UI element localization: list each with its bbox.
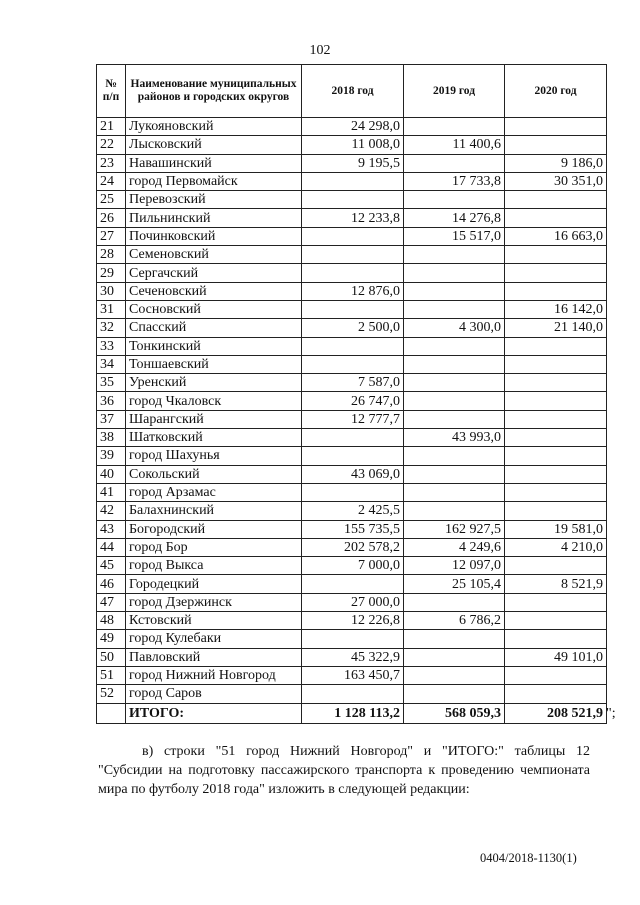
row-number: 51 <box>97 666 126 684</box>
table-row <box>97 136 607 154</box>
row-2018: 163 450,7 <box>302 666 404 684</box>
table-row <box>97 557 607 575</box>
row-2019: 25 105,4 <box>404 575 505 593</box>
row-2019 <box>404 392 505 410</box>
table-row <box>97 154 607 172</box>
row-2020 <box>505 502 607 520</box>
row-2020: 16 663,0 <box>505 227 607 245</box>
row-2019 <box>404 300 505 318</box>
row-name: Пильнинский <box>126 209 302 227</box>
row-name: город Дзержинск <box>126 593 302 611</box>
row-number: 36 <box>97 392 126 410</box>
table-row <box>97 520 607 538</box>
table-row <box>97 355 607 373</box>
row-name: город Первомайск <box>126 172 302 190</box>
row-number: 29 <box>97 264 126 282</box>
row-2020: 19 581,0 <box>505 520 607 538</box>
row-number: 40 <box>97 465 126 483</box>
table-row <box>97 538 607 556</box>
row-2019 <box>404 264 505 282</box>
table-row <box>97 172 607 190</box>
row-name: Починковский <box>126 227 302 245</box>
row-name: Городецкий <box>126 575 302 593</box>
header-2018: 2018 год <box>302 65 404 118</box>
row-number: 27 <box>97 227 126 245</box>
closing-quote: "; <box>606 706 616 721</box>
row-2018 <box>302 630 404 648</box>
row-2018: 26 747,0 <box>302 392 404 410</box>
row-name: город Шахунья <box>126 447 302 465</box>
table-row <box>97 392 607 410</box>
row-2018 <box>302 447 404 465</box>
header-2019: 2019 год <box>404 65 505 118</box>
row-2019 <box>404 648 505 666</box>
row-2020 <box>505 392 607 410</box>
row-name: город Кулебаки <box>126 630 302 648</box>
row-2019 <box>404 355 505 373</box>
row-2019: 4 249,6 <box>404 538 505 556</box>
row-number: 33 <box>97 337 126 355</box>
row-number: 44 <box>97 538 126 556</box>
row-2019 <box>404 447 505 465</box>
row-2020: 16 142,0 <box>505 300 607 318</box>
row-2019: 4 300,0 <box>404 319 505 337</box>
row-number: 32 <box>97 319 126 337</box>
page-number: 102 <box>309 43 331 58</box>
row-2020 <box>505 282 607 300</box>
row-2020 <box>505 355 607 373</box>
row-2019 <box>404 374 505 392</box>
total-num-cell <box>97 703 126 723</box>
row-2018: 11 008,0 <box>302 136 404 154</box>
table-row <box>97 337 607 355</box>
row-2019 <box>404 191 505 209</box>
row-number: 21 <box>97 118 126 136</box>
row-2018: 24 298,0 <box>302 118 404 136</box>
row-2018 <box>302 172 404 190</box>
row-number: 49 <box>97 630 126 648</box>
row-name: город Нижний Новгород <box>126 666 302 684</box>
row-2019 <box>404 630 505 648</box>
table-body <box>97 118 607 704</box>
row-name: город Бор <box>126 538 302 556</box>
total-label: ИТОГО: <box>126 703 302 723</box>
row-2019 <box>404 483 505 501</box>
row-2018 <box>302 227 404 245</box>
row-2020 <box>505 191 607 209</box>
row-2019: 14 276,8 <box>404 209 505 227</box>
row-2020 <box>505 557 607 575</box>
row-name: Лысковский <box>126 136 302 154</box>
row-number: 30 <box>97 282 126 300</box>
row-number: 39 <box>97 447 126 465</box>
table-row <box>97 648 607 666</box>
row-2020: 9 186,0 <box>505 154 607 172</box>
row-2018 <box>302 429 404 447</box>
row-2018: 2 500,0 <box>302 319 404 337</box>
row-2018 <box>302 575 404 593</box>
row-2018: 2 425,5 <box>302 502 404 520</box>
row-2019 <box>404 282 505 300</box>
row-2019 <box>404 118 505 136</box>
header-num: № п/п <box>97 65 126 118</box>
row-name: Тоншаевский <box>126 355 302 373</box>
table-row <box>97 264 607 282</box>
row-2018: 155 735,5 <box>302 520 404 538</box>
row-2019 <box>404 465 505 483</box>
row-2020: 21 140,0 <box>505 319 607 337</box>
row-2020 <box>505 246 607 264</box>
row-name: Перевозский <box>126 191 302 209</box>
row-2018 <box>302 337 404 355</box>
row-number: 31 <box>97 300 126 318</box>
row-name: Сокольский <box>126 465 302 483</box>
total-2019: 568 059,3 <box>404 703 505 723</box>
row-number: 52 <box>97 685 126 703</box>
table-row <box>97 429 607 447</box>
row-2018: 7 587,0 <box>302 374 404 392</box>
table-row <box>97 593 607 611</box>
row-number: 28 <box>97 246 126 264</box>
row-2018: 45 322,9 <box>302 648 404 666</box>
row-name: Сеченовский <box>126 282 302 300</box>
row-2018: 43 069,0 <box>302 465 404 483</box>
row-2019: 15 517,0 <box>404 227 505 245</box>
row-name: Кстовский <box>126 612 302 630</box>
row-2018 <box>302 300 404 318</box>
total-row <box>97 703 607 723</box>
table-row <box>97 612 607 630</box>
row-2018: 202 578,2 <box>302 538 404 556</box>
row-2020 <box>505 337 607 355</box>
row-name: Спасский <box>126 319 302 337</box>
row-name: Балахнинский <box>126 502 302 520</box>
row-2018 <box>302 264 404 282</box>
header-2020: 2020 год <box>505 65 607 118</box>
row-number: 35 <box>97 374 126 392</box>
row-name: Сергачский <box>126 264 302 282</box>
total-2018: 1 128 113,2 <box>302 703 404 723</box>
row-number: 46 <box>97 575 126 593</box>
table-row <box>97 118 607 136</box>
row-2020: 49 101,0 <box>505 648 607 666</box>
row-2020: 30 351,0 <box>505 172 607 190</box>
table-row <box>97 447 607 465</box>
row-2019: 11 400,6 <box>404 136 505 154</box>
table-row <box>97 374 607 392</box>
row-2019 <box>404 502 505 520</box>
table-row <box>97 465 607 483</box>
row-number: 48 <box>97 612 126 630</box>
row-2019: 43 993,0 <box>404 429 505 447</box>
table-row <box>97 227 607 245</box>
row-name: город Саров <box>126 685 302 703</box>
table-row <box>97 410 607 428</box>
row-name: город Чкаловск <box>126 392 302 410</box>
subsidy-table <box>96 64 607 724</box>
row-2019: 17 733,8 <box>404 172 505 190</box>
row-2020 <box>505 685 607 703</box>
table-row <box>97 319 607 337</box>
table-row <box>97 282 607 300</box>
row-2020 <box>505 447 607 465</box>
row-number: 41 <box>97 483 126 501</box>
row-number: 38 <box>97 429 126 447</box>
row-2018 <box>302 191 404 209</box>
row-2020 <box>505 209 607 227</box>
row-2020 <box>505 465 607 483</box>
row-name: город Арзамас <box>126 483 302 501</box>
table-row <box>97 209 607 227</box>
row-2019 <box>404 593 505 611</box>
row-name: Навашинский <box>126 154 302 172</box>
row-2020 <box>505 593 607 611</box>
row-2018 <box>302 246 404 264</box>
row-2020 <box>505 136 607 154</box>
row-2019 <box>404 154 505 172</box>
row-name: Лукояновский <box>126 118 302 136</box>
row-number: 25 <box>97 191 126 209</box>
row-2020 <box>505 410 607 428</box>
row-2018: 9 195,5 <box>302 154 404 172</box>
row-2019: 6 786,2 <box>404 612 505 630</box>
row-2018 <box>302 355 404 373</box>
table-row <box>97 191 607 209</box>
row-name: Сосновский <box>126 300 302 318</box>
row-name: Павловский <box>126 648 302 666</box>
row-2019 <box>404 246 505 264</box>
total-2020: 208 521,9 <box>505 703 607 723</box>
row-number: 26 <box>97 209 126 227</box>
table-header-row <box>97 65 607 118</box>
row-2020 <box>505 374 607 392</box>
row-2018: 12 777,7 <box>302 410 404 428</box>
row-2018: 27 000,0 <box>302 593 404 611</box>
document-code: 0404/2018-1130(1) <box>480 851 577 865</box>
row-number: 50 <box>97 648 126 666</box>
row-2019 <box>404 410 505 428</box>
row-number: 37 <box>97 410 126 428</box>
row-2020: 4 210,0 <box>505 538 607 556</box>
row-number: 23 <box>97 154 126 172</box>
row-name: Тонкинский <box>126 337 302 355</box>
row-2018 <box>302 483 404 501</box>
table-row <box>97 666 607 684</box>
table-row <box>97 300 607 318</box>
row-number: 43 <box>97 520 126 538</box>
header-name: Наименование муниципальных районов и городских округов <box>126 65 302 118</box>
row-name: Шарангский <box>126 410 302 428</box>
row-2020 <box>505 118 607 136</box>
row-name: город Выкса <box>126 557 302 575</box>
row-2018: 7 000,0 <box>302 557 404 575</box>
table-row <box>97 685 607 703</box>
row-2018 <box>302 685 404 703</box>
table-row <box>97 483 607 501</box>
row-name: Уренский <box>126 374 302 392</box>
row-number: 42 <box>97 502 126 520</box>
row-2018: 12 233,8 <box>302 209 404 227</box>
row-2019 <box>404 666 505 684</box>
row-2019 <box>404 685 505 703</box>
row-2018: 12 876,0 <box>302 282 404 300</box>
row-number: 47 <box>97 593 126 611</box>
row-2020 <box>505 630 607 648</box>
row-2020 <box>505 264 607 282</box>
row-2020 <box>505 612 607 630</box>
row-2019: 162 927,5 <box>404 520 505 538</box>
row-2020 <box>505 483 607 501</box>
row-number: 45 <box>97 557 126 575</box>
row-2019 <box>404 337 505 355</box>
table-row <box>97 630 607 648</box>
row-2020 <box>505 666 607 684</box>
table-row <box>97 575 607 593</box>
table-row <box>97 246 607 264</box>
row-number: 22 <box>97 136 126 154</box>
table-row <box>97 502 607 520</box>
row-name: Семеновский <box>126 246 302 264</box>
row-number: 34 <box>97 355 126 373</box>
row-2020 <box>505 429 607 447</box>
row-2019: 12 097,0 <box>404 557 505 575</box>
amendment-paragraph: в) строки "51 город Нижний Новгород" и "ИТОГО:" таблицы 12 "Субсидии на подготовку пассажирского транспорта к проведению чемпионата мира по футболу 2018 года" изложить в следующей редакции: <box>98 744 590 797</box>
row-number: 24 <box>97 172 126 190</box>
row-name: Богородский <box>126 520 302 538</box>
row-2020: 8 521,9 <box>505 575 607 593</box>
row-2018: 12 226,8 <box>302 612 404 630</box>
row-name: Шатковский <box>126 429 302 447</box>
